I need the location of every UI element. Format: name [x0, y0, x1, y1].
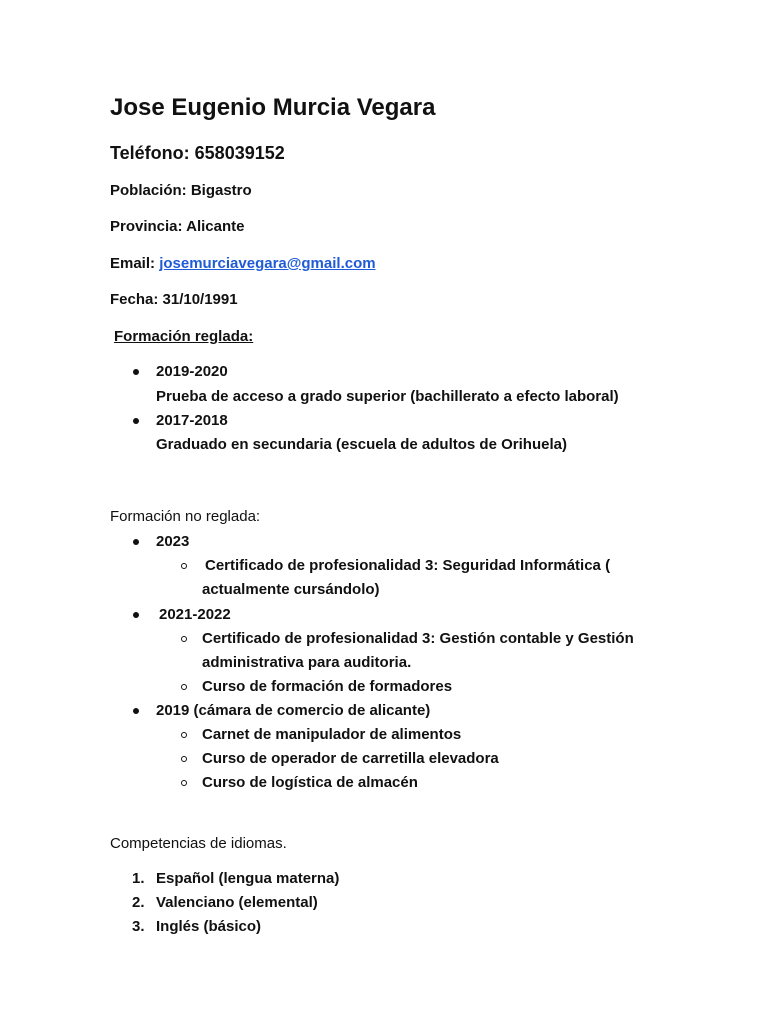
poblacion-line: Población: Bigastro: [110, 182, 252, 199]
reglada-year-2: 2017-2018: [156, 412, 228, 429]
formacion-reglada-heading: Formación reglada:: [114, 328, 254, 345]
idioma-item: Español (lengua materna): [156, 870, 340, 887]
bullet-circle: [181, 780, 187, 786]
idioma-item: Inglés (básico): [156, 918, 262, 935]
list-number: 2.: [132, 894, 145, 911]
no-reglada-sub: Curso de formación de formadores: [202, 678, 453, 695]
list-number: 3.: [132, 918, 145, 935]
email-line: [110, 255, 376, 272]
bullet-dot: [133, 708, 139, 714]
no-reglada-sub: Carnet de manipulador de alimentos: [202, 726, 462, 743]
idiomas-heading: Competencias de idiomas.: [110, 835, 287, 852]
person-name: Jose Eugenio Murcia Vegara: [110, 94, 436, 121]
no-reglada-group-1: 2023: [156, 533, 190, 550]
bullet-circle: [181, 636, 187, 642]
bullet-circle: [181, 684, 187, 690]
no-reglada-group-2: 2021-2022: [159, 606, 231, 623]
no-reglada-sub: Curso de logística de almacén: [202, 774, 418, 791]
email-link[interactable]: josemurciavegara@gmail.com: [159, 255, 376, 272]
bullet-circle: [181, 732, 187, 738]
idioma-item: Valenciano (elemental): [156, 894, 318, 911]
no-reglada-sub: Certificado de profesionalidad 3: Seguridad Informática (: [205, 557, 611, 574]
bullet-dot: [133, 369, 139, 375]
no-reglada-sub: Curso de operador de carretilla elevadora: [202, 750, 499, 767]
no-reglada-sub-cont: administrativa para auditoria.: [202, 654, 412, 671]
bullet-dot: [133, 539, 139, 545]
no-reglada-sub-cont: actualmente cursándolo): [202, 581, 380, 598]
fecha-line: Fecha: 31/10/1991: [110, 291, 238, 308]
no-reglada-sub: Certificado de profesionalidad 3: Gestión contable y Gestión: [202, 630, 634, 647]
bullet-circle: [181, 563, 187, 569]
reglada-year-1: 2019-2020: [156, 363, 228, 380]
email-label: Email:: [110, 255, 160, 272]
provincia-line: Provincia: Alicante: [110, 218, 245, 235]
list-number: 1.: [132, 870, 145, 887]
reglada-desc-1: Prueba de acceso a grado superior (bachillerato a efecto laboral): [156, 388, 619, 405]
bullet-dot: [133, 418, 139, 424]
bullet-dot: [133, 612, 139, 618]
bullet-circle: [181, 756, 187, 762]
no-reglada-group-3: 2019 (cámara de comercio de alicante): [156, 702, 431, 719]
phone-line: Teléfono: 658039152: [110, 143, 285, 163]
formacion-no-reglada-heading: Formación no reglada:: [110, 508, 261, 525]
reglada-desc-2: Graduado en secundaria (escuela de adultos de Orihuela): [156, 436, 567, 453]
